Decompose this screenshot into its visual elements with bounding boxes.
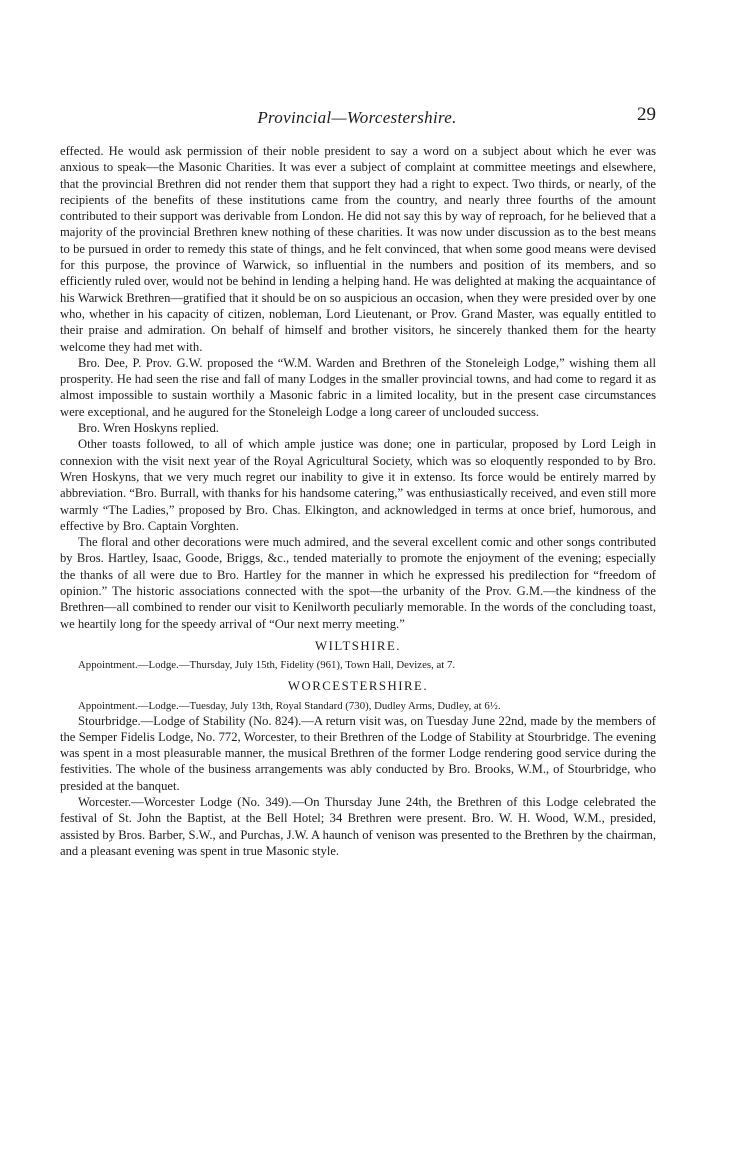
page-body	[60, 143, 656, 859]
page-number: 29	[637, 104, 656, 125]
appointment-wiltshire: Appointment.—Lodge.—Thursday, July 15th, Fidelity (961), Town Hall, Devizes, at 7.	[78, 659, 456, 672]
appointment-worcestershire: Appointment.—Lodge.—Tuesday, July 13th, Royal Standard (730), Dudley Arms, Dudley, at 6½.	[78, 699, 501, 712]
paragraph-worcester: Worcester.—Worcester Lodge (No. 349).—On Thursday June 24th, the Brethren of this Lodge celebrated the festival of St. John the Baptist, at the Bell Hotel; 34 Brethren were present. Bro. W. H. Wood, W.M., presided, assisted by Bros. Barber, S.W., and Purchas, J.W. A haunch of venison was presented to the Brethren by the chairman, and a pleasant evening was spent in true Masonic style.	[60, 794, 656, 858]
paragraph-other-toasts: Other toasts followed, to all of which ample justice was done; one in particular, proposed by Lord Leigh in connexion with the visit next year of the Royal Agricultural Society, which was so eloquently responded to by Bro. Wren Hoskyns, that we very much regret our inability to give it in extenso. Its force would be entirely marred by abbreviation. “Bro. Burrall, with thanks for his handsome catering,” was enthusiastically received, and even still more warmly “The Ladies,” proposed by Bro. Chas. Elkington, and acknowledged in terms at once brief, humorous, and effective by Bro. Captain Vorghten.	[60, 437, 656, 533]
running-title: Provincial—Worcestershire.	[257, 108, 457, 127]
paragraph-hoskyns-reply: Bro. Wren Hoskyns replied.	[78, 421, 219, 436]
page-header	[58, 104, 656, 134]
paragraph-stoneleigh-toast: Bro. Dee, P. Prov. G.W. proposed the “W.M. Warden and Brethren of the Stoneleigh Lodge,” wishing them all prosperity. He had seen the rise and fall of many Lodges in the smaller provincial towns, and had come to regard it as almost impossible to sustain worthily a Masonic fabric in a limited locality, but in the present case circumstances were exceptional, and he augured for the Stoneleigh Lodge a long career of unclouded success.	[60, 355, 656, 419]
paragraph-decorations: The floral and other decorations were much admired, and the several excellent comic and other songs contributed by Bros. Hartley, Isaac, Goode, Briggs, &c., tended materially to promote the enjoyment of the evening; especially the thanks of all were due to Bro. Hartley for the manner in which he expressed his predilection for “freedom of opinion.” The historic associations connected with the spot—the urbanity of the Prov. G.M.—the kindness of the Brethren—all combined to render our visit to Kenilworth peculiarly memorable. In the words of the concluding toast, we heartily long for the speedy arrival of “Our next merry meeting.”	[60, 535, 656, 631]
heading-worcestershire: WORCESTERSHIRE.	[287, 679, 429, 694]
paragraph-masonic-charities: effected. He would ask permission of their noble president to say a word on a subject about which he ever was anxious to speak—the Masonic Charities. It was ever a subject of complaint at committee meetings and elsewhere, that the provincial Brethren did not render them that support they had a right to expect. Two thirds, or nearly, of the recipients of the benefits of these institutions came from the country, and nearly three fourths of the amount contributed to their support was derivable from London. He did not say this by way of reproach, for he believed that a majority of the provincial Brethren knew nothing of these charities. It was now under discussion as to the best means to be pursued in order to remedy this state of things, and he felt convinced, that when some good means were devised for this purpose, the province of Warwick, so influential in the numbers and position of its members, and so efficiently ruled over, would not be behind in lending a helping hand. He was delighted at making the acquaintance of his Warwick Brethren—gratified that it should be on so auspicious an occasion, when they were presided over by one who, whether in his capacity of citizen, nobleman, Lord Lieutenant, or Prov. Grand Master, was equally entitled to their praise and admiration. On behalf of himself and brother visitors, he sincerely thanked them for the hearty welcome they had met with.	[60, 144, 656, 354]
paragraph-stourbridge: Stourbridge.—Lodge of Stability (No. 824).—A return visit was, on Tuesday June 22nd, made by the members of the Semper Fidelis Lodge, No. 772, Worcester, to their Brethren of the Lodge of Stability at Stourbridge. The evening was spent in a most pleasurable manner, the musical Brethren of the former Lodge rendering good service during the festivities. The whole of the business arrangements was ably conducted by Bro. Brooks, W.M., of Stourbridge, who presided at the banquet.	[60, 713, 656, 793]
heading-wiltshire: WILTSHIRE.	[315, 638, 401, 653]
